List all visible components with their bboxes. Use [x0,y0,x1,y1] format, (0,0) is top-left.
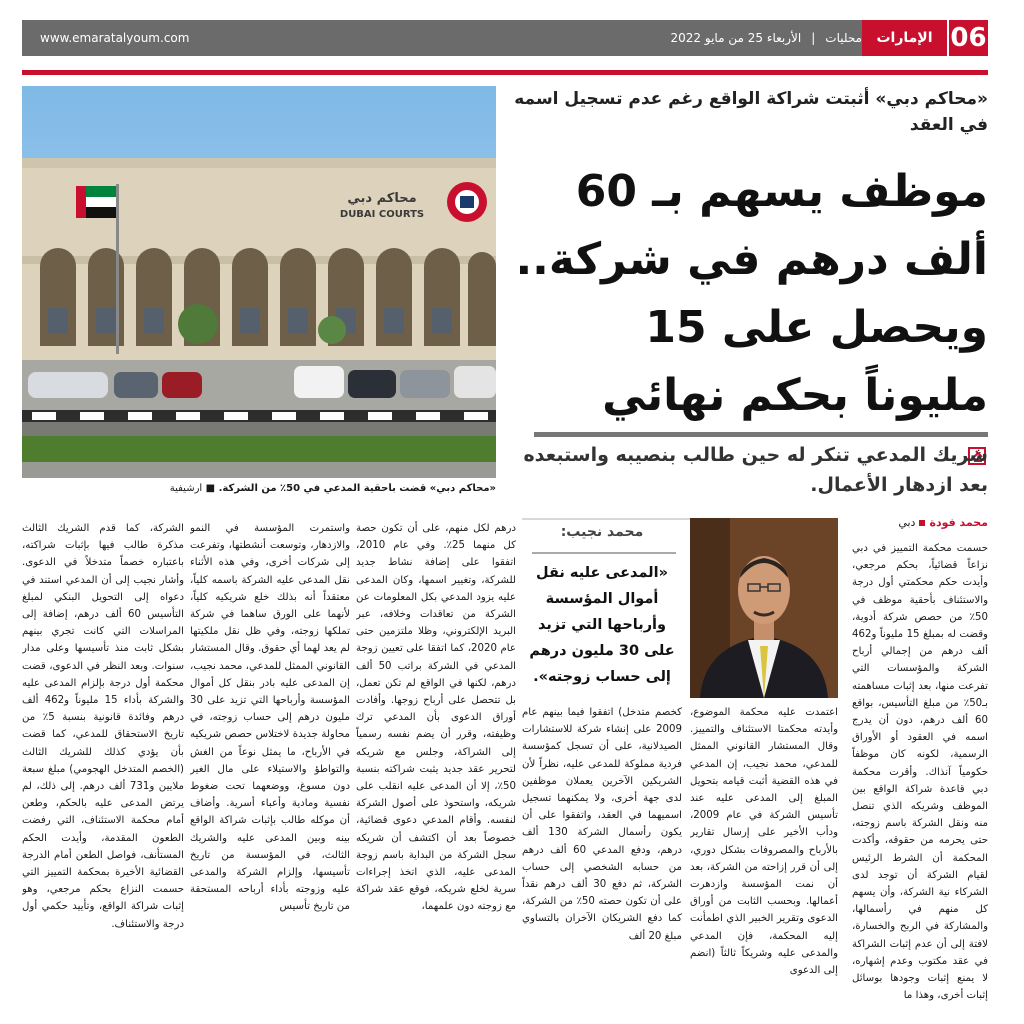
kicker: «محاكم دبي» أثبتت شراكة الواقع رغم عدم تسجيل اسمه في العقد [514,89,988,135]
dateline-city: دبي [898,516,916,529]
photo-caption: «محاكم دبي» قضت بأحقية المدعي في 50٪ من الشركة. ■ أرشيفية [169,483,496,494]
body-column-5 [190,520,350,1008]
page-number: 06 [947,20,988,56]
subdeck: شريك المدعي تنكر له حين طالب بنصيبه واستبعده بعد ازدهار الأعمال. [523,444,988,496]
headline: موظف يسهم بـ 60 ألف درهم في شركة.. ويحصل على 15 مليوناً بحكم نهائي [515,166,988,421]
brand-name: الإمارات [862,20,947,56]
page-header [22,20,988,56]
lawyer-portrait [690,518,838,698]
subdeck-rule [534,432,988,437]
sign-arabic: محاكم دبي [347,191,417,206]
portrait-illustration [690,518,838,698]
body-text: الشركة، كما قدم الشريك الثالث مذكرة طالب فيها بإثبات شراكته، باعتباره خصماً متدخلاً في الدعوى. وأشار نجيب إلى أن المدعي استند في دعواه إلى التحويل البنكي لمبلغ التأسيس 60 ألف درهم، إضافة إلى المراسلات التي كانت تجري بينهم بشكل ثابت منذ تأسيسها وعلى مدار سنوات. وبعد النظر في الدعوى، قضت محكمة أول درجة بإلزام المدعى عليه والشركة بأداء 15 مليوناً و462 ألف درهم وفائدة قانونية بنسبة 5٪ من تاريخ الاستحقاق للمدعي، كما قضت بأن يؤدي كذلك للشريك الثالث (الخصم المتدخل الهجومي) مبلغ سبعة ملايين و731 ألف درهم. إلى ذلك، لم يرتض المدعى عليه بالحكم، وطعن أمام محكمة الاستئناف، التي رفضت الطعون المقدمة، وأيدت الحكم المستأنف، فواصل الطعن أمام الدرجة القضائية الأخيرة بمحكمة التمييز التي حسمت النزاع بحكم مرجعي، وهو إثبات شراكة الواقع، وتأييد حكمي أول درجة والاستئناف. [22,523,184,930]
body-column-2 [690,704,838,1008]
body-text: درهم لكل منهم، على أن تكون حصة كل منهما 25٪. وفي عام 2010، اتفقوا على إضافة نشاط جديد للشركة، وتغيير اسمها، وكان المدعى عليه يزود المدعي بكل المعلومات عن الشركة من تعاقدات وخلافه، عبر البريد الإلكتروني، وظلا ملتزمين حتى عام 2020، كما اتفقا على تعيين زوجة المدعي في الشركة براتب 50 ألف درهم، لكنها في الواقع لم تكن تعمل، بل تتحصل على أرباح زوجها. وأفادت أوراق الدعوى بأن المدعي ترك وظيفته، وقرر أن يضم نفسه رسمياً إلى الشراكة، وجلس مع شريكه لتحرير عقد جديد يثبت شراكته بنسبة 50٪، إلا أن المدعى عليه انقلب على شريكه، واستحوذ على أصول الشركة لنفسه. وأقام المدعي دعوى قضائية، خصوصاً بعد أن اكتشف أن شريكه سجل الشركة من البداية باسم زوجة المدعى عليه، الذي اتخذ إجراءات سرية لخلع شريكه، فوقع عقد شراكة مع زوجته دون علمهما، [356,523,516,913]
pull-quote: «المدعى عليه نقل أموال المؤسسة وأرباحها التي تزيد على 30 مليون درهم إلى حساب زوجته». [529,565,675,685]
photo-credit: أرشيفية [169,483,203,494]
body-column-6 [22,520,184,1008]
dubai-courts-illustration [22,86,496,478]
body-column-4 [356,520,516,1008]
body-text: اعتمدت عليه محكمة الموضوع، وأيدته محكمتا الاستئناف والتمييز. وقال المستشار القانوني الممثل للمدعي، محمد نجيب، إن المدعي في هذه القضية أثبت قيامه بتحويل المبلغ إلى المدعى عليه عند تأسيس الشركة في عام 2009، ودأب الأخير على إرسال تقارير بالأرباح والمصروفات بشكل دوري، إلى أن قرر إزاحته من الشركة، بعد أن نمت المؤسسة وازدهرت أعمالها. وبحسب الثابت من أوراق الدعوى وتقرير الخبير الذي اطمأنت إليه المحكمة، فإن المدعي والمدعى عليه وشريكاً ثالثاً (انضم إلى الدعوى [690,707,838,977]
byline [830,516,988,534]
hedge [22,436,496,462]
body-text: حسمت محكمة التمييز في دبي نزاعاً قضائياً، بحكم مرجعي، وأيدت حكم محكمتي أول درجة والاستئناف بأحقية موظف في 50٪ من حصص شركة أدوية، وقضت له بمبلغ 15 مليوناً و462 ألف درهم من إجمالي أرباح الشركة والمؤسسات التي تفرعت منها، بعد إثبات مساهمته بـ50٪ من مبلغ التأسيس، بواقع 60 ألف درهم، دون أن يدرج اسمه في العقود أو الأوراق الرسمية، لكونه كان موظفاً حكومياً آنذاك. وأقرت محكمة دبي قاعدة شراكة الواقع بين الموظف وشريكه الذي تنصل منه ونقل الشركة باسم زوجته، حتى يحرمه من حقوقه، وأكدت المحكمة أن الشرط الرئيس لقيام الشركة أن توجد لدى الشركاء نية الشركة، وأن يسهم كل منهم في رأسمالها، والمشاركة في الربح والخسارة، لافتة إلى أن عدم إثبات الشراكة في عقد مكتوب وعدم إشهاره، لا يمنع إثبات وجودها بوسائل إثبات أخرى، وهذا ما [852,543,988,1002]
section-name: محليات [825,31,862,45]
issue-date: الأربعاء 25 من مايو 2022 [670,31,802,45]
byline-square-icon [919,520,925,526]
body-text: كخصم متدخل) اتفقوا فيما بينهم عام 2009 على إنشاء شركة للاستشارات الصيدلانية، على أن تسجل كمؤسسة فردية مملوكة للمدعى عليه، نظراً لأن الشريكين الآخرين يعملان موظفين لدى جهة أخرى، ولا يمكنهما تسجيل اسميهما في العقد، واتفقوا على أن يكون رأسمال الشركة 130 ألف درهم، ودفع المدعي 60 ألف درهم من حسابه الشخصي إلى حساب الشركة، ثم دفع 30 ألف درهم نقداً على أن تكون حصته 50٪ من الشركة، كما دفع الشريكان الآخران بالتساوي مبلغ 20 ألف [522,707,682,942]
author-name: محمد فودة [929,516,988,529]
dubai-courts-photo [22,86,496,478]
pull-quote-name: محمد نجيب: [560,524,644,540]
header-red-rule [22,70,988,75]
body-text: واستمرت المؤسسة في النمو والازدهار، وتوسعت أنشطتها، وتفرعت إلى شركات أخرى، وفي هذه الأثناء نقل المدعى عليه الشركة باسمه كلياً، معتقداً أنه بذلك خلع شريكيه كلياً، لأنهما على الورق ساهما في شركة تملكها زوجته، وفي ظل نقل ملكيتها لم يعد لهما أي حقوق. وقال المستشار القانوني الممثل للمدعي، محمد نجيب، إن المدعى عليه بادر بنقل كل أموال المؤسسة وأرباحها التي تزيد على 30 مليون درهم إلى حساب زوجته، في محاولة جديدة لاختلاس حصص شريكيه في الأرباح، ما يمثل نوعاً من الغش والتواطؤ والاستيلاء على مال الغير دون مسوغ، ووضعهما تحت ضغوط نفسية ومادية وأعباء أسرية. وأضاف أن موكله طالب بإثبات شراكة الواقع بينه وبين المدعى عليه والشريك الثالث، في المؤسسة من تاريخ تأسيسها، وإلزام الشركة والمدعى عليه وزوجته بأداء أرباحه المستحقة من تاريخ تأسيس [190,523,350,913]
body-column-1 [852,540,988,1008]
section-date-bar [612,20,862,56]
pull-quote-rule [532,552,676,554]
site-url[interactable]: www.emaratalyoum.com [22,20,612,56]
section-separator: | [811,31,816,45]
caption-text: «محاكم دبي» قضت بأحقية المدعي في 50٪ من الشركة. [218,483,496,494]
body-column-3 [522,704,682,1008]
sign-english: DUBAI COURTS [339,209,425,220]
